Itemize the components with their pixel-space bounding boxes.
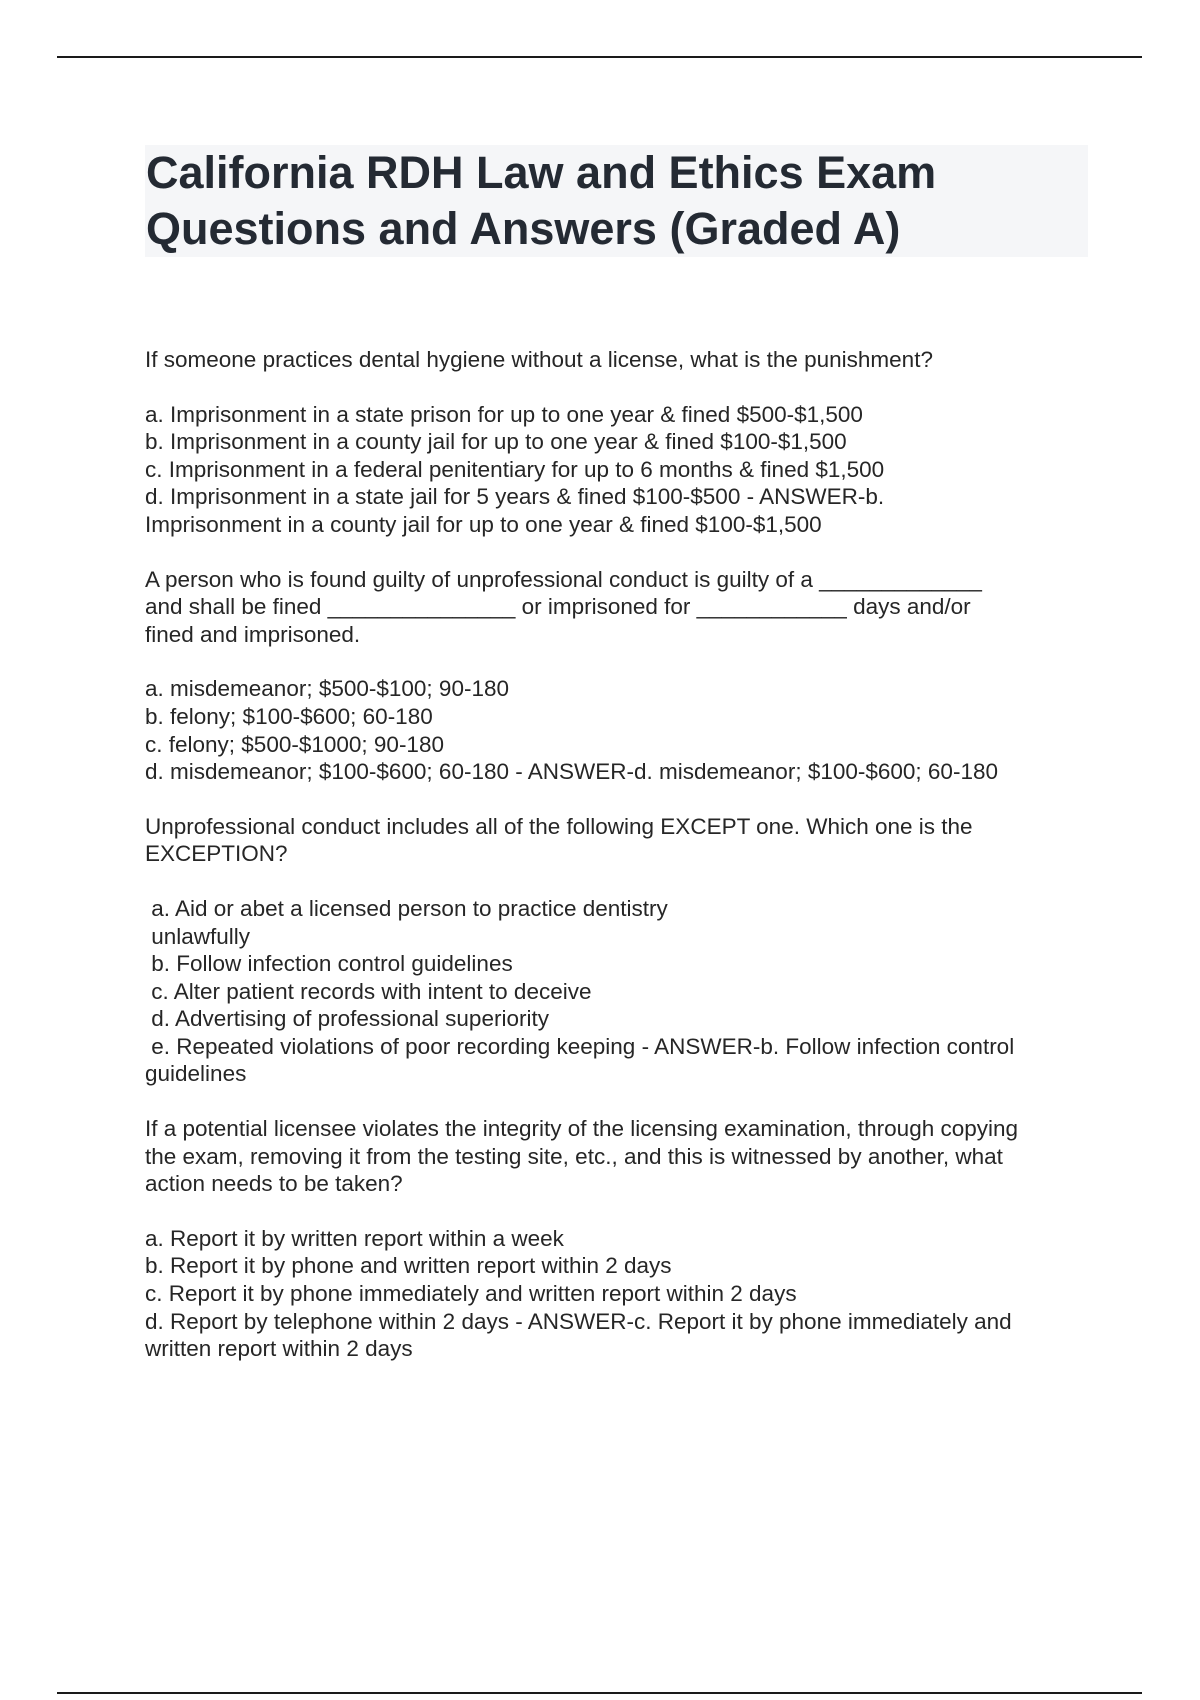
option-line: d. misdemeanor; $100-$600; 60-180 - ANSWER-d. misdemeanor; $100-$600; 60-180 (145, 759, 998, 785)
option-line: d. Imprisonment in a state jail for 5 years & fined $100-$500 - ANSWER-b. (145, 484, 885, 510)
option-line: c. Imprisonment in a federal penitentiary for up to 6 months & fined $1,500 (145, 456, 885, 482)
title-line: Questions and Answers (Graded A) (146, 203, 901, 254)
question-text: fined and imprisoned. (145, 621, 361, 647)
option-line: d. Report by telephone within 2 days - ANSWER-c. Report it by phone immediately and (145, 1308, 1012, 1334)
title-line: California RDH Law and Ethics Exam (146, 147, 937, 198)
document-title (146, 145, 1086, 257)
options-3 (145, 895, 1090, 1088)
question-4 (145, 1115, 1090, 1198)
question-3 (145, 813, 1090, 868)
option-line: c. Report it by phone immediately and written report within 2 days (145, 1281, 797, 1307)
option-line: unlawfully (145, 923, 251, 949)
option-line: b. felony; $100-$600; 60-180 (145, 703, 433, 729)
option-line: a. Report it by written report within a week (145, 1225, 564, 1251)
question-text: the exam, removing it from the testing site, etc., and this is witnessed by another, what (145, 1143, 1003, 1169)
question-text: If a potential licensee violates the integrity of the licensing examination, through copying (145, 1116, 1019, 1142)
question-2 (145, 566, 1090, 649)
question-text: EXCEPTION? (145, 841, 288, 867)
top-rule (57, 56, 1142, 58)
option-line: b. Report it by phone and written report within 2 days (145, 1253, 672, 1279)
option-line: a. misdemeanor; $500-$100; 90-180 (145, 676, 509, 702)
bottom-rule (57, 1692, 1142, 1694)
answer-line: written report within 2 days (145, 1336, 413, 1362)
options-4 (145, 1225, 1090, 1363)
option-line: c. Alter patient records with intent to deceive (145, 978, 592, 1004)
question-text: If someone practices dental hygiene without a license, what is the punishment? (145, 347, 933, 372)
option-line: a. Aid or abet a licensed person to practice dentistry (145, 895, 668, 921)
question-1 (145, 346, 1090, 374)
question-text: A person who is found guilty of unprofessional conduct is guilty of a _____________ (145, 566, 982, 592)
options-1 (145, 401, 1090, 539)
document-body (145, 346, 1090, 1363)
options-2 (145, 675, 1090, 785)
answer-line: Imprisonment in a county jail for up to one year & fined $100-$1,500 (145, 511, 822, 537)
option-line: d. Advertising of professional superiority (145, 1006, 549, 1032)
option-line: a. Imprisonment in a state prison for up to one year & fined $500-$1,500 (145, 401, 863, 427)
option-line: b. Follow infection control guidelines (145, 951, 513, 977)
option-line: b. Imprisonment in a county jail for up to one year & fined $100-$1,500 (145, 429, 847, 455)
option-line: e. Repeated violations of poor recording keeping - ANSWER-b. Follow infection control (145, 1033, 1015, 1059)
question-text: Unprofessional conduct includes all of the following EXCEPT one. Which one is the (145, 813, 973, 839)
option-line: c. felony; $500-$1000; 90-180 (145, 731, 444, 757)
answer-line: guidelines (145, 1061, 247, 1087)
question-text: and shall be fined _______________ or imprisoned for ____________ days and/or (145, 594, 971, 620)
question-text: action needs to be taken? (145, 1171, 403, 1197)
